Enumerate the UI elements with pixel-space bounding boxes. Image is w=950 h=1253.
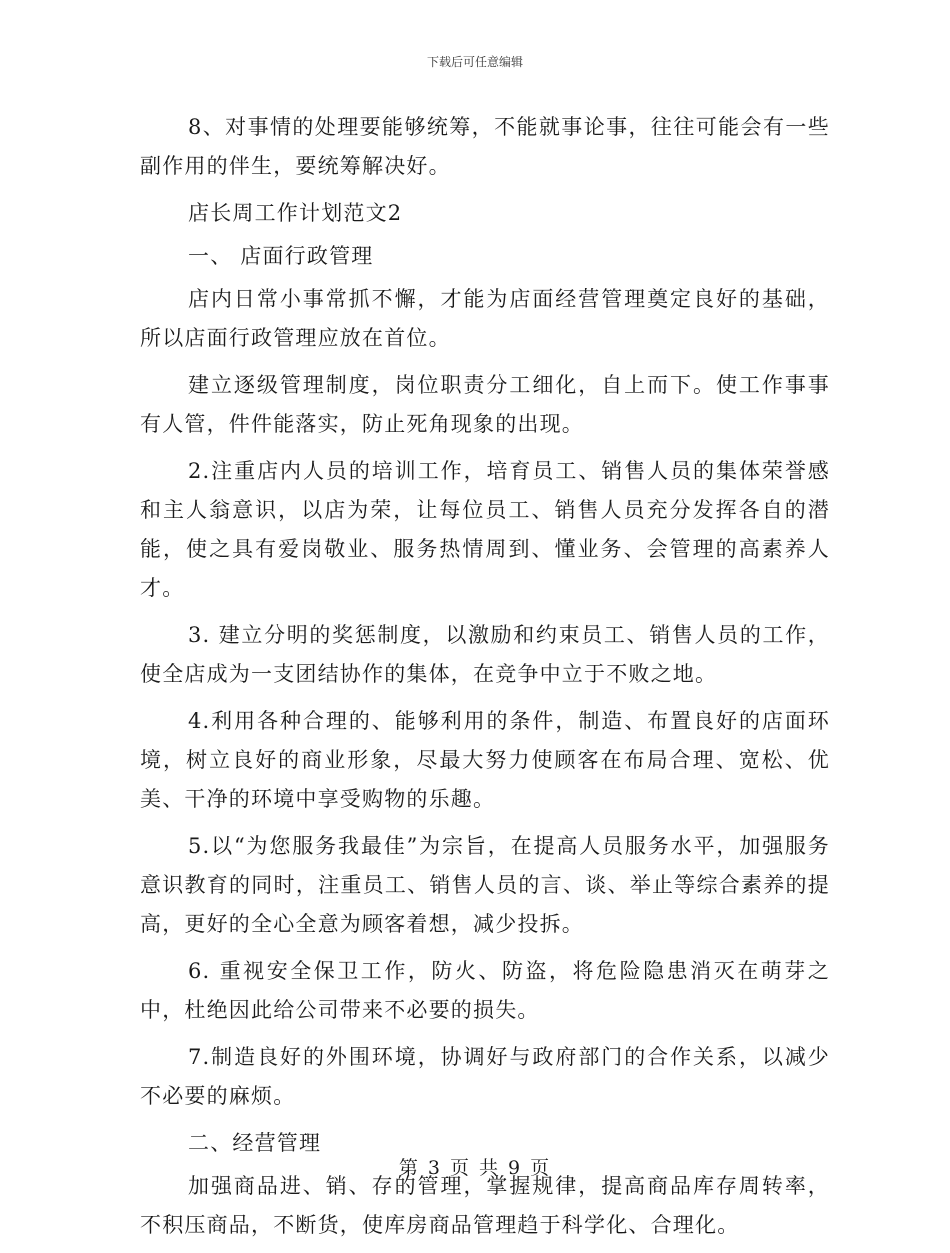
section-heading-1: 一、 店面行政管理 — [188, 244, 374, 268]
paragraph-item-3: 3. 建立分明的奖惩制度，以激励和约束员工、销售人员的工作，使全店成为一支团结协作的集体，在竞争中立于不败之地。 — [140, 623, 830, 686]
paragraph-item-4: 4.利用各种合理的、能够利用的条件，制造、布置良好的店面环境，树立良好的商业形象，尽最大努力使顾客在布局合理、宽松、优美、干净的环境中享受购物的乐趣。 — [140, 709, 830, 811]
section-title: 店长周工作计划范文2 — [188, 201, 403, 225]
header-note: 下载后可任意编辑 — [426, 55, 523, 69]
document-body — [140, 108, 830, 1253]
paragraph-item-8: 8、对事情的处理要能够统筹，不能就事论事，往往可能会有一些副作用的伴生，要统筹解决好。 — [140, 115, 830, 178]
paragraph-operations: 加强商品进、销、存的管理，掌握规律，提高商品库存周转率，不积压商品，不断货，使库房商品管理趋于科学化、合理化。 — [140, 1174, 830, 1237]
paragraph-item-5: 5.以“为您服务我最佳”为宗旨，在提高人员服务水平，加强服务意识教育的同时，注重员工、销售人员的言、谈、举止等综合素养的提高，更好的全心全意为顾客着想，减少投拆。 — [140, 834, 830, 936]
paragraph-item-1: 建立逐级管理制度，岗位职责分工细化，自上而下。使工作事事有人管，件件能落实，防止死角现象的出现。 — [140, 373, 830, 436]
paragraph-intro: 店内日常小事常抓不懈，才能为店面经营管理奠定良好的基础，所以店面行政管理应放在首位。 — [140, 287, 830, 350]
paragraph-item-2: 2.注重店内人员的培训工作，培育员工、销售人员的集体荣誉感和主人翁意识，以店为荣，让每位员工、销售人员充分发挥各自的潜能，使之具有爱岗敬业、服务热情周到、懂业务、会管理的高素养人才。 — [140, 459, 830, 600]
page-number: 第 3 页 共 9 页 — [398, 1157, 552, 1179]
section-heading-2: 二、经营管理 — [188, 1131, 322, 1155]
paragraph-item-7: 7.制造良好的外围环境，协调好与政府部门的合作关系，以减少不必要的麻烦。 — [140, 1045, 830, 1108]
paragraph-item-6: 6. 重视安全保卫工作，防火、防盗，将危险隐患消灭在萌芽之中，杜绝因此给公司带来不必要的损失。 — [140, 959, 830, 1022]
